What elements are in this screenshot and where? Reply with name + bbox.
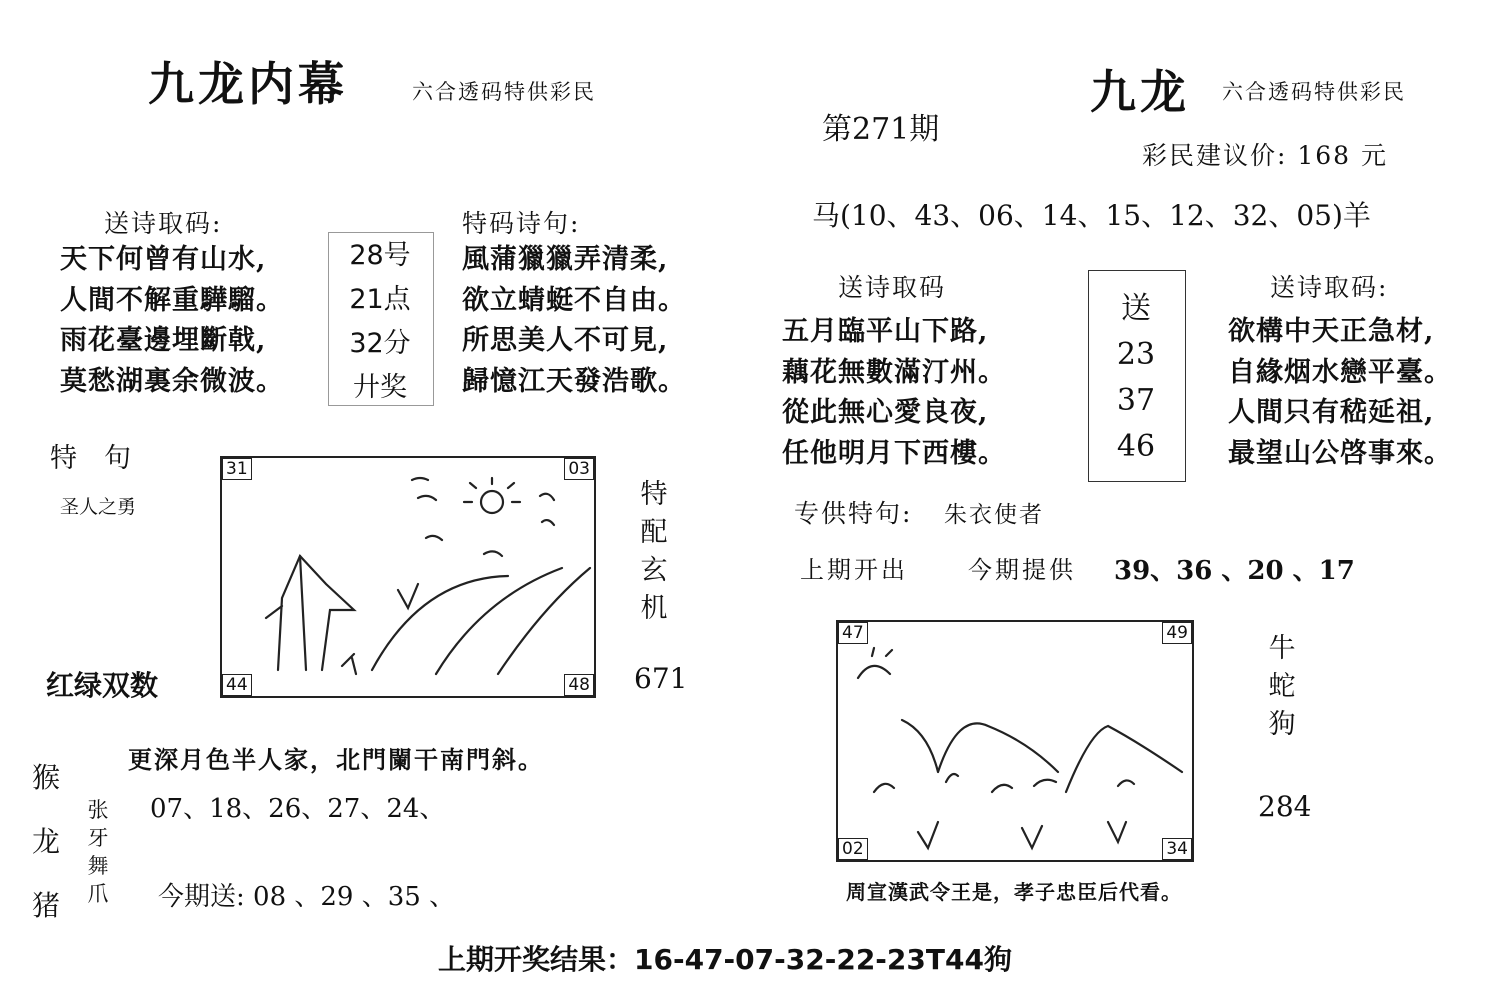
poem-line: 所思美人不可見, xyxy=(462,325,669,356)
left-poem1 xyxy=(60,240,284,402)
left-animals xyxy=(26,746,66,938)
right-title: 九龙 xyxy=(1090,65,1190,119)
mid-item: 21点 xyxy=(349,284,411,315)
zhang-char: 爪 xyxy=(87,882,109,906)
pic-corner-tr: 03 xyxy=(564,458,594,480)
left-title: 九龙内幕 xyxy=(148,57,348,111)
peixuan-char: 配 xyxy=(640,517,668,548)
left-poem2-header: 特码诗句: xyxy=(462,209,581,238)
shangqi-label: 上期开出 xyxy=(800,556,908,584)
left-verse: 更深月色半人家，北門闌干南門斜。 xyxy=(128,745,544,774)
left-picture xyxy=(220,456,596,698)
num-284: 284 xyxy=(1258,790,1312,823)
pic-corner-bl: 02 xyxy=(838,838,868,860)
right-picture xyxy=(836,620,1194,862)
left-poem2 xyxy=(462,240,686,402)
poem-line: 人間不解重驊騮。 xyxy=(60,284,284,316)
landscape-sketch-icon xyxy=(222,458,594,696)
zhang-char: 张 xyxy=(87,798,109,822)
teju-text: 圣人之勇 xyxy=(60,496,137,518)
num-671: 671 xyxy=(634,662,688,695)
zhangya xyxy=(80,796,116,908)
peixuan xyxy=(634,476,674,628)
animal-char: 牛 xyxy=(1268,633,1296,664)
poem-line: 最望山公啓事來。 xyxy=(1228,437,1452,469)
result-line: 上期开奖结果：16-47-07-32-22-23T44狗 xyxy=(438,943,1012,976)
left-subtitle: 六合透码特供彩民 xyxy=(412,80,596,104)
right-poem2 xyxy=(1228,312,1452,474)
right-jinqi-nums: 39、36 、20 、17 xyxy=(1114,556,1355,586)
poem-line: 雨花臺邊埋斷戟, xyxy=(60,325,267,356)
right-mid-items xyxy=(1088,286,1184,470)
zhuangong-text: 朱衣使者 xyxy=(944,502,1044,528)
mid-item: 46 xyxy=(1116,429,1156,464)
pic-corner-br: 34 xyxy=(1162,838,1192,860)
pic-corner-tr: 49 xyxy=(1162,622,1192,644)
poem-line: 自緣烟水戀平臺。 xyxy=(1228,356,1452,388)
poem-line: 天下何曾有山水, xyxy=(60,244,267,275)
horse-line: 马(10、43、06、14、15、12、32、05)羊 xyxy=(812,199,1371,232)
right-verse: 周宣漢武令王是，孝子忠臣后代看。 xyxy=(846,880,1182,904)
poem-line: 人間只有嵇延祖, xyxy=(1228,397,1435,428)
mountain-sketch-icon xyxy=(838,622,1192,860)
right-poem1-header: 送诗取码 xyxy=(838,273,947,302)
animal-char: 蛇 xyxy=(1268,671,1296,702)
right-subtitle: 六合透码特供彩民 xyxy=(1222,80,1406,104)
mid-item: 28号 xyxy=(349,240,411,271)
mid-item: 23 xyxy=(1116,337,1156,372)
pic-corner-bl: 44 xyxy=(222,674,252,696)
peixuan-char: 机 xyxy=(640,593,668,624)
hongl-label: 红绿双数 xyxy=(46,669,159,702)
poem-line: 欲立蜻蜓不自由。 xyxy=(462,284,686,316)
zhang-char: 舞 xyxy=(87,854,109,878)
pic-corner-br: 48 xyxy=(564,674,594,696)
mid-item: 送 xyxy=(1121,291,1151,326)
mid-item: 廾奖 xyxy=(353,372,407,403)
left-jinqi: 今期送: 08 、29 、35 、 xyxy=(158,882,456,912)
pic-corner-tl: 47 xyxy=(838,622,868,644)
right-jinqi-label: 今期提供 xyxy=(968,556,1076,584)
poem-line: 任他明月下西樓。 xyxy=(782,437,1006,469)
mid-item: 37 xyxy=(1116,383,1156,418)
poem-line: 從此無心愛良夜, xyxy=(782,397,989,428)
right-poem1 xyxy=(782,312,1006,474)
poem-line: 莫愁湖裏余微波。 xyxy=(60,365,284,397)
mid-item: 32分 xyxy=(349,328,411,359)
poem-line: 歸憶江天發浩歌。 xyxy=(462,365,686,397)
left-mid-items xyxy=(328,234,432,410)
left-poem1-header: 送诗取码: xyxy=(104,209,223,238)
right-animals xyxy=(1262,630,1302,744)
animal-char: 龙 xyxy=(31,825,60,858)
left-nums: 07、18、26、27、24、 xyxy=(150,794,446,824)
peixuan-char: 玄 xyxy=(640,555,668,586)
poem-line: 風蒲獵獵弄清柔, xyxy=(462,244,669,275)
animal-char: 猴 xyxy=(31,761,60,794)
pic-corner-tl: 31 xyxy=(222,458,252,480)
issue-number: 第271期 xyxy=(822,112,940,147)
teju-label: 特 句 xyxy=(50,443,131,474)
poem-line: 欲構中天正急材, xyxy=(1228,316,1435,347)
animal-char: 猪 xyxy=(31,889,60,922)
peixuan-char: 特 xyxy=(640,479,668,510)
poem-line: 五月臨平山下路, xyxy=(782,316,989,347)
animal-char: 狗 xyxy=(1268,709,1296,740)
poem-line: 藕花無數滿汀州。 xyxy=(782,356,1006,388)
price: 彩民建议价: 168 元 xyxy=(1142,141,1389,170)
zhuangong-label: 专供特句: xyxy=(794,499,913,528)
zhang-char: 牙 xyxy=(87,826,109,850)
right-poem2-header: 送诗取码: xyxy=(1270,273,1389,302)
